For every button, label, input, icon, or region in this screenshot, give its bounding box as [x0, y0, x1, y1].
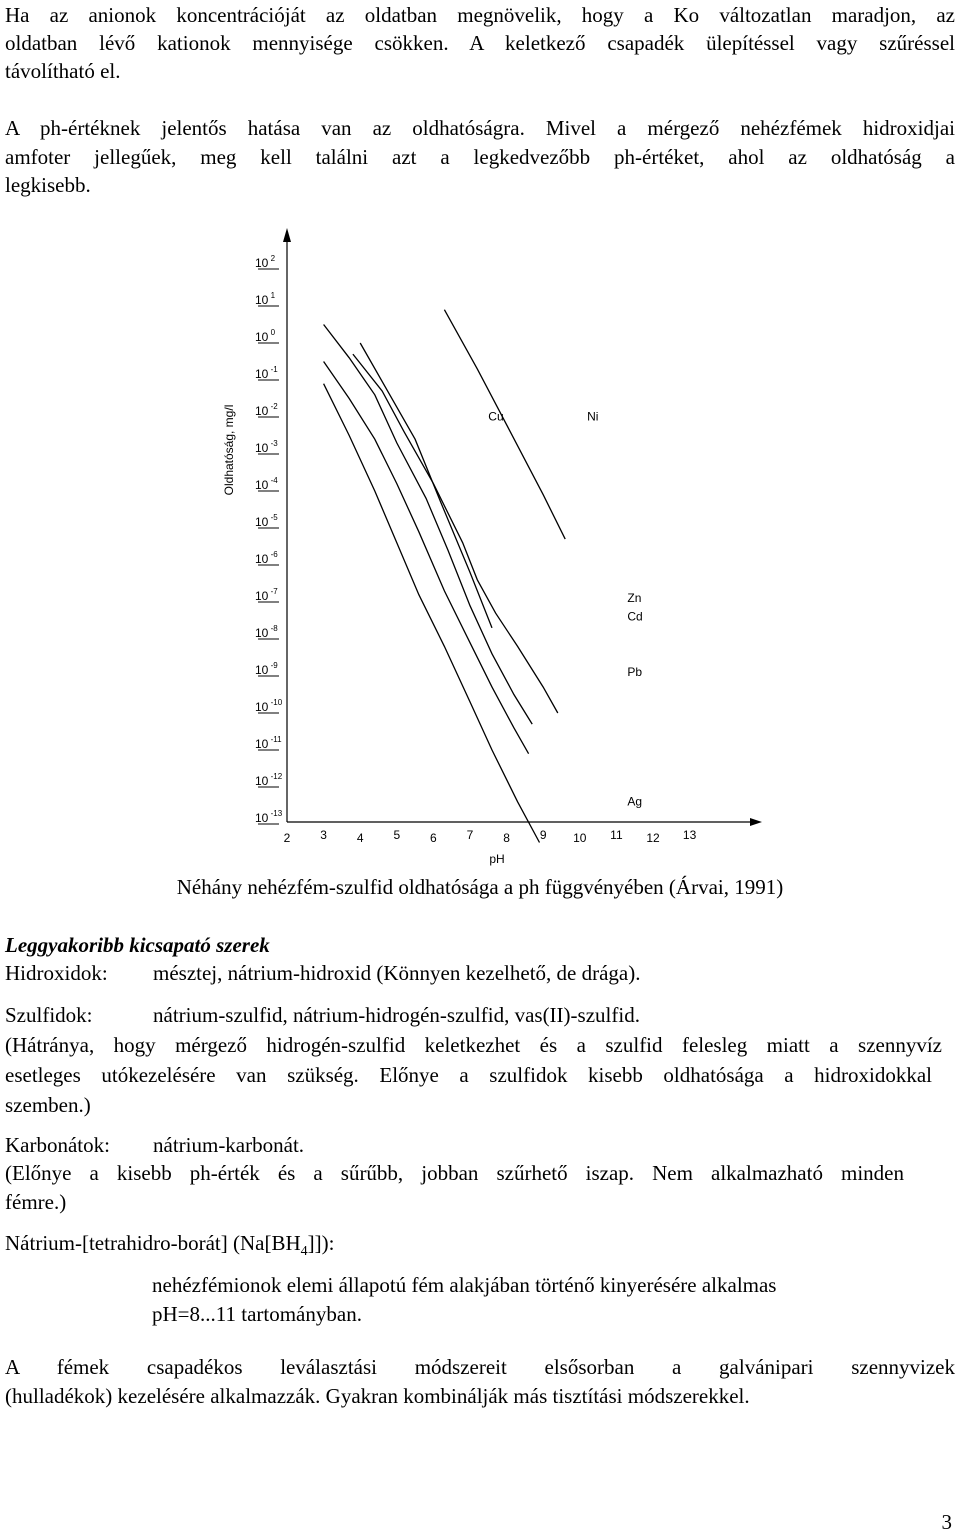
intro-line-3: távolítható el.: [5, 59, 121, 83]
carbonates-note-2: fémre.): [5, 1190, 67, 1214]
y-tick-label: 10 $^{-5}$: [255, 513, 278, 529]
borate-text-1: nehézfémionok elemi állapotú fém alakjában történő kinyerésére alkalmas: [152, 1273, 777, 1297]
x-tick-label: 12: [646, 831, 660, 845]
y-tick-label: 10 $^1$: [255, 291, 276, 307]
x-axis-arrow: [750, 818, 762, 826]
carbonates-note-1: (Előnye a kisebb ph-érték és a sűrűbb, jobban szűrhető iszap. Nem alkalmazható minden: [5, 1161, 904, 1185]
y-tick-label: 10 $^{-4}$: [255, 476, 278, 492]
series-line-cu: [360, 343, 492, 628]
borate-label-pre: Nátrium-[tetrahidro-borát] (Na[BH: [5, 1231, 301, 1255]
y-tick-label: 10 $^{-11}$: [255, 735, 282, 751]
borate-text-2: pH=8...11 tartományban.: [152, 1302, 362, 1326]
carbonates-label: Karbonátok:: [5, 1133, 110, 1157]
hydroxides-row: [5, 958, 641, 988]
intro-line-2: oldatban lévő kationok mennyisége csökken. A keletkező csapadék ülepítéssel vagy szűréssel: [5, 31, 955, 55]
y-tick-label: 10 $^{-9}$: [255, 661, 278, 677]
x-tick-group: [284, 828, 697, 845]
y-tick-label: 10 $^{-7}$: [255, 587, 278, 603]
series-label-pb: Pb: [627, 665, 643, 679]
sulfides-note-2: esetleges utókezelésére van szükség. Előnye a szulfidok kisebb oldhatósága a hidroxidokkal: [5, 1063, 932, 1087]
series-label-ni: Ni: [587, 409, 599, 424]
sulfides-note-1: (Hátránya, hogy mérgező hidrogén-szulfid keletkezhet és a szulfid felesleg miatt a szennyvíz: [5, 1033, 942, 1057]
y-tick-label: 10 $^{-3}$: [255, 439, 278, 455]
y-tick-label: 10 $^{-2}$: [255, 402, 278, 418]
intro-line-1: Ha az anionok koncentrációját az oldatban megnövelik, hogy a Ko változatlan maradjon, az: [5, 3, 955, 27]
series-line-cd: [324, 325, 533, 725]
borate-label-sub: 4: [300, 1244, 308, 1260]
series-line-ni: [444, 310, 565, 539]
y-axis-arrow: [283, 228, 291, 242]
series-label-cu: Cu: [488, 409, 504, 424]
y-tick-label: 10 $^{-8}$: [255, 624, 278, 640]
closing-line-1: A fémek csapadékos leválasztási módszereit elsősorban a galvánipari szennyvizek: [5, 1355, 955, 1379]
series-label-cd: Cd: [627, 609, 643, 624]
y-tick-label: 10 $^2$: [255, 254, 276, 270]
x-tick-label: 13: [682, 828, 697, 842]
x-tick-label: 4: [356, 831, 364, 845]
x-tick-label: 6: [430, 831, 437, 845]
agents-heading: Leggyakoribb kicsapató szerek: [5, 933, 270, 957]
borate-label: [5, 1228, 334, 1267]
y-tick-label: 10 $^0$: [255, 328, 276, 344]
x-axis-label: pH: [489, 852, 505, 866]
borate-label-post: ]]):: [307, 1231, 335, 1255]
page-number: 3: [941, 1510, 952, 1534]
carbonates-text: nátrium-karbonát.: [153, 1133, 305, 1157]
x-tick-label: 3: [320, 828, 327, 842]
x-tick-label: 2: [283, 831, 291, 845]
series-lines: [324, 310, 566, 843]
sulfides-row: [5, 1000, 640, 1030]
sulfides-text: nátrium-szulfid, nátrium-hidrogén-szulfid, vas(II)-szulfid.: [153, 1003, 640, 1027]
x-tick-label: 8: [503, 831, 510, 845]
carbonates-row: [5, 1130, 304, 1160]
series-line-zn: [353, 354, 558, 713]
x-tick-label: 10: [573, 831, 587, 845]
y-tick-label: 10 $^{-13}$: [255, 809, 283, 825]
chart-caption: Néhány nehézfém-szulfid oldhatósága a ph függvényében (Árvai, 1991): [176, 875, 784, 899]
hydroxides-label: Hidroxidok:: [5, 961, 108, 985]
sulfides-note-3: szemben.): [5, 1093, 91, 1117]
solubility-chart: [0, 210, 960, 870]
sulfides-label: Szulfidok:: [5, 1003, 93, 1027]
y-axis-label: Oldhatóság, mg/l: [222, 404, 236, 496]
x-tick-label: 11: [610, 828, 623, 842]
y-tick-label: 10 $^{-1}$: [255, 365, 278, 381]
series-label-zn: Zn: [627, 591, 642, 605]
intro-line-6: legkisebb.: [5, 173, 91, 197]
intro-line-4: A ph-értéknek jelentős hatása van az oldhatóságra. Mivel a mérgező nehézfémek hidroxidjai: [5, 116, 955, 140]
x-tick-label: 7: [466, 828, 474, 842]
y-tick-label: 10 $^{-12}$: [255, 772, 283, 788]
y-tick-label: 10 $^{-6}$: [255, 550, 278, 566]
intro-line-5: amfoter jellegűek, meg kell találni azt a legkedvezőbb ph-értéket, ahol az oldhatóság a: [5, 145, 955, 169]
x-tick-label: 5: [393, 828, 401, 842]
closing-line-2: (hulladékok) kezelésére alkalmazzák. Gyakran kombinálják más tisztítási módszerekkel.: [5, 1384, 750, 1408]
series-line-ag: [324, 384, 540, 843]
hydroxides-text: mésztej, nátrium-hidroxid (Könnyen kezelhető, de drága).: [153, 961, 641, 985]
y-tick-label: 10 $^{-10}$: [255, 698, 283, 714]
series-label-ag: Ag: [627, 794, 643, 809]
x-tick-label: 9: [539, 828, 547, 842]
series-labels: [488, 410, 642, 809]
chart-axes: [222, 228, 762, 866]
y-tick-group: [255, 254, 283, 825]
